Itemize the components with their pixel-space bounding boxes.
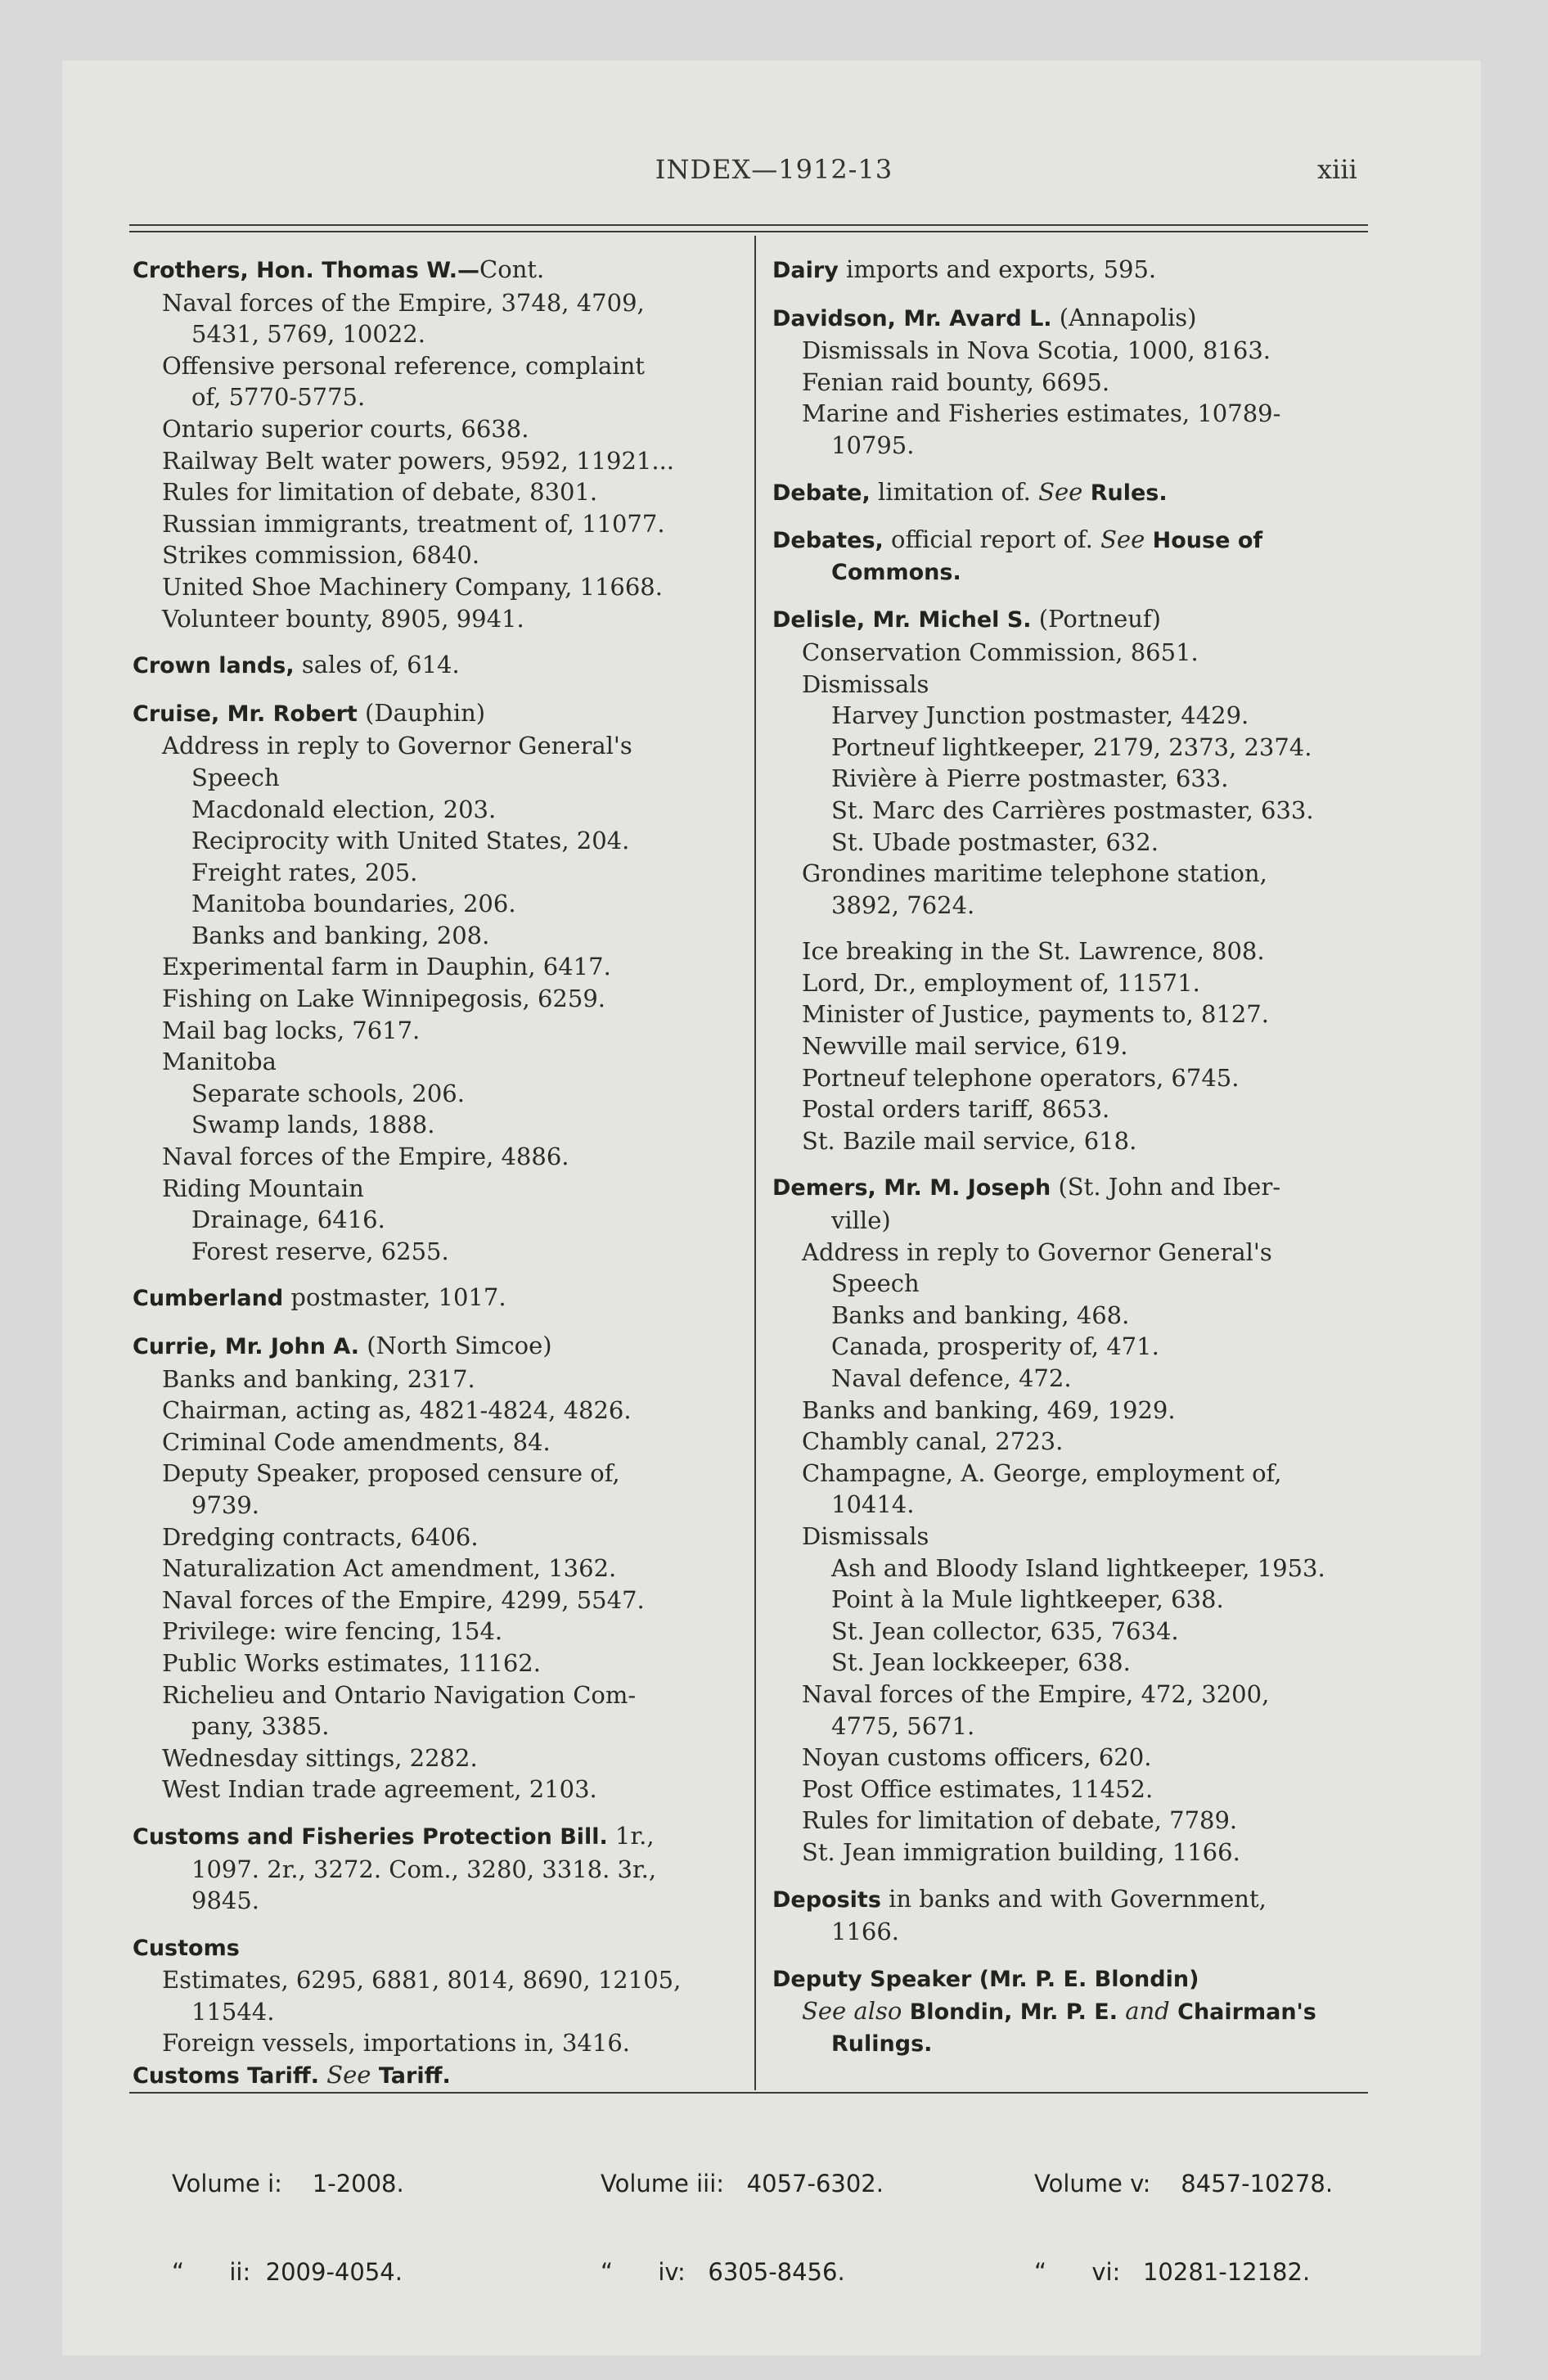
heading-detail: (Portneuf) — [1031, 605, 1161, 633]
sub-entry: Conservation Commission, 8651. — [802, 638, 1199, 666]
sub-entry: Grondines maritime telephone station, — [802, 859, 1267, 888]
entry-continuation: 10795. — [831, 430, 915, 459]
entry-spacer — [133, 1805, 743, 1820]
volume-range: Volume v: 8457-10278. — [1034, 2170, 1334, 2197]
sub-entry: Naval forces of the Empire, 3748, 4709, — [162, 288, 645, 317]
sub-entry: Fishing on Lake Winnipegosis, 6259. — [162, 985, 605, 1013]
sub-entry: Postal orders tariff, 8653. — [802, 1095, 1110, 1124]
volume-range: “ vi: 10281-12182. — [1034, 2258, 1311, 2286]
sub-entry: Portneuf telephone operators, 6745. — [802, 1063, 1240, 1092]
heading-detail: imports and exports, 595. — [838, 255, 1157, 283]
heading-term: Dairy — [772, 258, 839, 283]
sub-entry: West Indian trade agreement, 2103. — [162, 1775, 597, 1804]
sub-entry: Public Works estimates, 11162. — [162, 1648, 541, 1677]
sub-entry: Criminal Code amendments, 84. — [162, 1427, 551, 1456]
entry-continuation: 11544. — [191, 1997, 275, 2026]
heading-term: Debates, — [772, 528, 884, 554]
sub-entry: Ontario superior courts, 6638. — [162, 414, 529, 443]
sub-sub-entry: St. Jean collector, 635, 7634. — [831, 1616, 1179, 1645]
sub-entry: Volunteer bounty, 8905, 9941. — [162, 604, 524, 633]
sub-sub-entry: Rivière à Pierre postmaster, 633. — [831, 764, 1229, 793]
heading-detail: 1r., — [607, 1821, 655, 1850]
sub-entry: Dismissals in Nova Scotia, 1000, 8163. — [802, 336, 1271, 365]
sub-entry: Dredging contracts, 6406. — [162, 1522, 479, 1551]
heading-detail: Cont. — [479, 255, 545, 283]
entry-continuation: 1097. 2r., 3272. Com., 3280, 3318. 3r., — [191, 1855, 657, 1883]
cross-reference: Blondin, Mr. P. E. — [902, 1999, 1118, 2026]
heading-term: Currie, Mr. John A. — [133, 1334, 359, 1359]
sub-entry: Champagne, A. George, employment of, — [802, 1458, 1282, 1487]
page-number: xiii — [1317, 154, 1357, 185]
heading-detail: official report of. — [883, 525, 1101, 554]
index-heading — [772, 1171, 1366, 1205]
heading-detail: (Annapolis) — [1051, 303, 1197, 331]
header-rule-bottom — [129, 231, 1368, 232]
entry-continuation: of, 5770-5775. — [191, 383, 366, 412]
sub-entry: Chairman, acting as, 4821-4824, 4826. — [162, 1396, 632, 1425]
sub-entry: Newville mail service, 619. — [802, 1032, 1128, 1061]
heading-term: Cumberland — [133, 1286, 284, 1312]
sub-sub-entry: Naval defence, 472. — [831, 1364, 1072, 1392]
heading-see-text — [871, 478, 1083, 506]
entry-spacer — [772, 1948, 1366, 1963]
sub-entry: St. Bazile mail service, 618. — [802, 1126, 1137, 1155]
index-heading — [772, 1883, 1366, 1917]
sub-entry: United Shoe Machinery Company, 11668. — [162, 572, 663, 601]
footer-volumes-3 — [1034, 2110, 1333, 2316]
conjunction: and — [1117, 1997, 1170, 2026]
sub-entry: Naval forces of the Empire, 4886. — [162, 1143, 569, 1171]
see-also-label: See also — [802, 1997, 902, 2026]
sub-sub-entry: Separate schools, 206. — [191, 1079, 465, 1107]
index-heading — [772, 302, 1366, 336]
sub-entry: Deputy Speaker, proposed censure of, — [162, 1459, 620, 1488]
heading-see-text — [319, 2061, 371, 2089]
heading-term: Crothers, Hon. Thomas W.— — [133, 258, 480, 283]
sub-sub-entry: Portneuf lightkeeper, 2179, 2373, 2374. — [831, 732, 1312, 761]
sub-entry: Richelieu and Ontario Navigation Com- — [162, 1680, 637, 1709]
entry-continuation: Rulings. — [831, 2031, 933, 2057]
index-heading — [772, 476, 1366, 510]
sub-entry: Fenian raid bounty, 6695. — [802, 367, 1110, 396]
index-heading — [133, 2059, 743, 2093]
sub-entry: Dismissals — [802, 669, 929, 698]
footer-volumes-2 — [601, 2110, 884, 2316]
header-rule-top — [129, 224, 1368, 226]
sub-sub-entry: St. Ubade postmaster, 632. — [831, 827, 1159, 856]
entry-spacer — [772, 509, 1366, 524]
volume-range: Volume i: 1-2008. — [172, 2170, 404, 2197]
sub-sub-entry: Point à la Mule lightkeeper, 638. — [831, 1585, 1224, 1614]
heading-term: Debate, — [772, 480, 871, 506]
sub-sub-entry: Macdonald election, 203. — [191, 795, 497, 823]
sub-entry: Banks and banking, 469, 1929. — [802, 1395, 1176, 1424]
heading-term: Demers, Mr. M. Joseph — [772, 1175, 1051, 1201]
heading-term: Cruise, Mr. Robert — [133, 701, 358, 727]
heading-detail: in banks and with Government, — [880, 1884, 1267, 1913]
index-left-column — [133, 254, 743, 2093]
cross-reference: House of — [1145, 528, 1263, 554]
heading-term: Customs Tariff. — [133, 2063, 320, 2089]
sub-sub-entry: Banks and banking, 208. — [191, 921, 490, 949]
entry-continuation: pany, 3385. — [191, 1712, 330, 1741]
sub-entry: Estimates, 6295, 6881, 8014, 8690, 12105, — [162, 1966, 682, 1995]
index-heading — [133, 1330, 743, 1364]
sub-entry: Minister of Justice, payments to, 8127. — [802, 1000, 1269, 1029]
heading-detail: (North Simcoe) — [358, 1332, 552, 1359]
sub-entry: Address in reply to Governor General's — [162, 732, 632, 760]
entry-spacer — [133, 1267, 743, 1282]
entry-continuation: Speech — [831, 1269, 920, 1298]
sub-entry: Privilege: wire fencing, 154. — [162, 1617, 503, 1646]
heading-term: Delisle, Mr. Michel S. — [772, 607, 1032, 633]
sub-entry: Foreign vessels, importations in, 3416. — [162, 2029, 630, 2058]
sub-entry: Experimental farm in Dauphin, 6417. — [162, 953, 611, 981]
sub-entry: Wednesday sittings, 2282. — [162, 1743, 478, 1772]
cross-reference: Chairman's — [1169, 1999, 1316, 2026]
heading-term: Customs — [133, 1935, 240, 1961]
sub-sub-entry: Reciprocity with United States, 204. — [191, 827, 630, 855]
entry-continuation: ville) — [831, 1206, 891, 1235]
sub-entry: Naturalization Act amendment, 1362. — [162, 1554, 617, 1583]
heading-detail: sales of, 614. — [294, 651, 460, 679]
sub-sub-entry: Manitoba boundaries, 206. — [191, 890, 516, 918]
entry-spacer — [772, 1868, 1366, 1883]
sub-sub-entry: Banks and banking, 468. — [831, 1300, 1130, 1329]
index-heading — [133, 649, 743, 683]
index-heading — [772, 603, 1366, 637]
sub-sub-entry: Harvey Junction postmaster, 4429. — [831, 701, 1249, 730]
index-heading — [772, 1963, 1366, 1996]
entry-continuation: 4775, 5671. — [831, 1711, 975, 1740]
sub-entry: Naval forces of the Empire, 4299, 5547. — [162, 1585, 645, 1614]
heading-term: Crown lands, — [133, 653, 295, 679]
entry-spacer — [772, 588, 1366, 603]
entry-spacer — [772, 462, 1366, 476]
volume-range: “ ii: 2009-4054. — [172, 2258, 403, 2286]
sub-entry: Rules for limitation of debate, 8301. — [162, 478, 598, 507]
sub-entry: Address in reply to Governor General's — [802, 1237, 1272, 1266]
sub-entry: Russian immigrants, treatment of, 11077. — [162, 509, 665, 538]
running-header: INDEX—1912-13 — [655, 154, 893, 185]
see-also-reference — [772, 1995, 1366, 2029]
see-reference: See — [1038, 477, 1083, 506]
entry-spacer — [772, 287, 1366, 302]
heading-detail: (St. John and Iber- — [1051, 1173, 1281, 1201]
sub-sub-entry: Forest reserve, 6255. — [191, 1237, 449, 1265]
heading-detail: postmaster, 1017. — [283, 1283, 506, 1312]
entry-spacer — [772, 921, 1366, 935]
sub-entry: Manitoba — [162, 1048, 277, 1076]
sub-entry: St. Jean immigration building, 1166. — [802, 1837, 1240, 1866]
sub-entry: Naval forces of the Empire, 472, 3200, — [802, 1679, 1270, 1708]
sub-entry: Ice breaking in the St. Lawrence, 808. — [802, 937, 1265, 966]
entry-continuation: Commons. — [831, 559, 961, 585]
index-heading — [133, 1282, 743, 1315]
sub-entry: Strikes commission, 6840. — [162, 541, 480, 570]
index-heading — [133, 254, 743, 287]
entry-continuation: 10414. — [831, 1490, 915, 1519]
entry-continuation: Speech — [191, 763, 280, 791]
entry-continuation: 1166. — [831, 1918, 900, 1946]
sub-entry: Railway Belt water powers, 9592, 11921... — [162, 446, 675, 475]
sub-sub-entry: Canada, prosperity of, 471. — [831, 1332, 1159, 1361]
sub-entry: Mail bag locks, 7617. — [162, 1016, 421, 1044]
volume-range: “ iv: 6305-8456. — [601, 2258, 845, 2286]
sub-entry: Post Office estimates, 11452. — [802, 1774, 1154, 1803]
heading-detail — [319, 2061, 326, 2089]
sub-entry: Banks and banking, 2317. — [162, 1364, 475, 1393]
cross-reference: Tariff. — [371, 2063, 451, 2089]
footer-volumes-1 — [172, 2110, 404, 2316]
index-heading — [133, 1931, 743, 1965]
volume-range: Volume iii: 4057-6302. — [601, 2170, 884, 2197]
entry-spacer — [133, 1917, 743, 1931]
sub-sub-entry: Drainage, 6416. — [191, 1206, 385, 1234]
sub-entry: Offensive personal reference, complaint — [162, 351, 645, 380]
entry-spacer — [133, 683, 743, 697]
sub-entry: Dismissals — [802, 1521, 929, 1550]
index-heading — [772, 254, 1366, 287]
entry-continuation: 9845. — [191, 1886, 260, 1915]
sub-entry: Lord, Dr., employment of, 11571. — [802, 968, 1200, 997]
entry-spacer — [133, 634, 743, 649]
sub-sub-entry: Ash and Bloody Island lightkeeper, 1953. — [831, 1553, 1325, 1582]
sub-entry: Rules for limitation of debate, 7789. — [802, 1806, 1238, 1835]
index-heading — [133, 1820, 743, 1854]
heading-term: Customs and Fisheries Protection Bill. — [133, 1823, 608, 1850]
sub-sub-entry: St. Marc des Carrières postmaster, 633. — [831, 796, 1314, 824]
heading-detail: (Dauphin) — [357, 698, 486, 727]
sub-sub-entry: Swamp lands, 1888. — [191, 1111, 435, 1139]
column-divider — [754, 236, 756, 2090]
index-right-column — [772, 254, 1366, 2060]
index-heading — [772, 524, 1366, 557]
see-reference: See — [326, 2061, 371, 2089]
heading-term: Davidson, Mr. Avard L. — [772, 305, 1052, 331]
heading-detail: limitation of. — [870, 477, 1039, 506]
entry-continuation: 3892, 7624. — [831, 890, 975, 919]
entry-spacer — [133, 1315, 743, 1330]
sub-sub-entry: Freight rates, 205. — [191, 858, 418, 886]
heading-term: Deposits — [772, 1886, 881, 1913]
see-reference: See — [1100, 525, 1145, 554]
heading-see-text — [884, 525, 1145, 553]
entry-continuation: 9739. — [191, 1490, 260, 1519]
index-heading — [133, 697, 743, 731]
cross-reference: Rules. — [1082, 480, 1168, 506]
sub-entry: Riding Mountain — [162, 1174, 364, 1202]
sub-entry: Marine and Fisheries estimates, 10789- — [802, 399, 1281, 428]
entry-spacer — [772, 1156, 1366, 1171]
sub-sub-entry: St. Jean lockkeeper, 638. — [831, 1648, 1131, 1677]
entry-continuation: 5431, 5769, 10022. — [191, 320, 425, 349]
heading-term: Deputy Speaker (Mr. P. E. Blondin) — [772, 1966, 1199, 1992]
sub-entry: Noyan customs officers, 620. — [802, 1743, 1152, 1772]
sub-entry: Chambly canal, 2723. — [802, 1427, 1064, 1456]
